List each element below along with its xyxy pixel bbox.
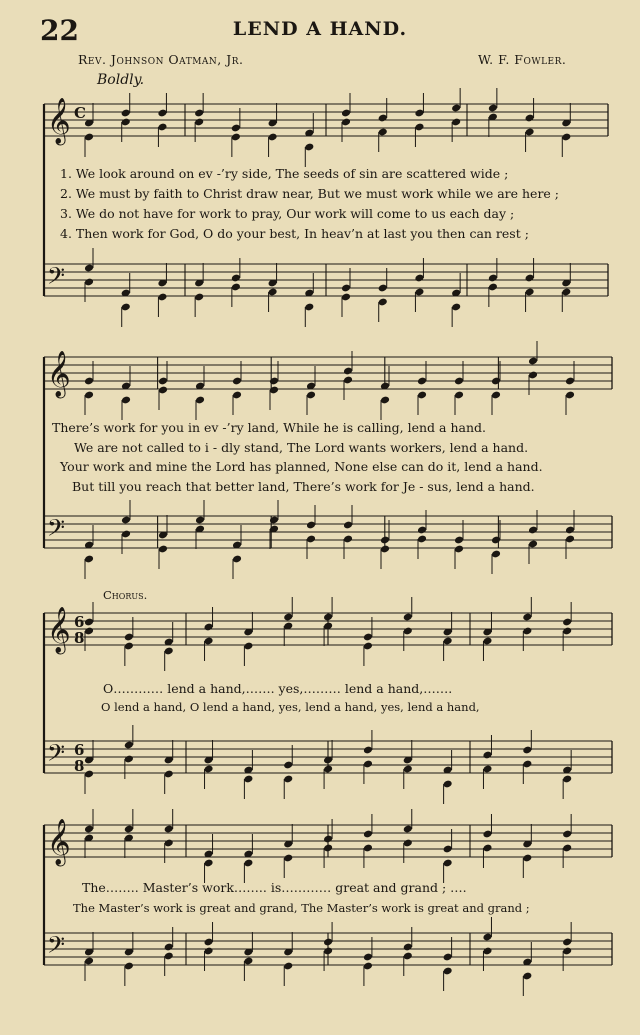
time-signature-bottom: 8	[74, 629, 85, 647]
lyricist-credit: Rev. Johnson Oatman, Jr.	[78, 52, 244, 67]
chorus-line-2-bass: The Master’s work is great and grand, The Master’s work is great and grand ;	[73, 901, 530, 915]
verse-2-line-b: We are not called to i - dly stand, The Lord wants workers, lend a hand.	[74, 440, 529, 455]
composer-credit: W. F. Fowler.	[478, 52, 567, 67]
treble-clef: 𝄞	[47, 98, 71, 144]
hymn-title: LEND A HAND.	[232, 18, 408, 40]
verse-1-line-b: There’s work for you in ev -’ry land, While he is calling, lend a hand.	[52, 420, 486, 435]
time-signature-top: 6	[74, 741, 85, 759]
time-signature-top: C	[74, 104, 86, 122]
tempo-marking: Boldly.	[97, 72, 145, 88]
time-signature-top: 6	[74, 613, 85, 631]
verse-4-line-a: 4. Then work for God, O do your best, In heav’n at last you then can rest ;	[60, 226, 529, 241]
verse-4-line-b: But till you reach that better land, There’s work for Je - sus, lend a hand.	[72, 479, 535, 494]
page-number: 22	[40, 14, 79, 47]
treble-clef: 𝄞	[47, 607, 71, 653]
treble-clef: 𝄞	[47, 819, 71, 865]
time-signature-bottom: 8	[74, 757, 85, 775]
bass-clef: 𝄢	[47, 931, 66, 964]
verse-3-line-b: Your work and mine the Lord has planned, None else can do it, lend a hand.	[60, 459, 543, 474]
chorus-line-2-treble: The…….. Master’s work…….. is………… great and grand ; ….	[82, 880, 467, 895]
verse-2-line-a: 2. We must by faith to Christ draw near, But we must work while we are here ;	[60, 186, 560, 201]
chorus-line-1-bass: O lend a hand, O lend a hand, yes, lend a hand, yes, lend a hand,	[101, 700, 480, 714]
verse-3-line-a: 3. We do not have for work to pray, Our work will come to us each day ;	[60, 206, 515, 221]
chorus-label: Chorus.	[103, 588, 148, 602]
bass-clef: 𝄢	[47, 739, 66, 772]
chorus-line-1-treble: O………… lend a hand,……. yes,……… lend a hand,…….	[103, 681, 453, 696]
bass-clef: 𝄢	[47, 262, 66, 295]
bass-clef: 𝄢	[47, 514, 66, 547]
verse-1-line-a: 1. We look around on ev -’ry side, The seeds of sin are scattered wide ;	[60, 166, 509, 181]
treble-clef: 𝄞	[47, 351, 71, 397]
